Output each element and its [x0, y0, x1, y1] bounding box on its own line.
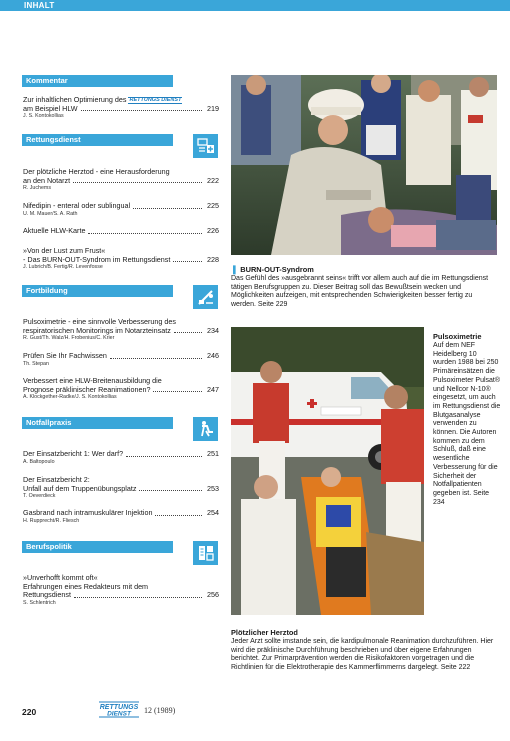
- section-header-fortbildung: Fortbildung: [22, 285, 173, 297]
- toc-entry-title: »Unverhofft kommt oft«: [23, 573, 98, 582]
- toc-authors: H. Rupprecht/R. Fliesch: [23, 517, 80, 524]
- toc-entry-title: Erfahrungen eines Redakteurs mit dem: [23, 581, 149, 591]
- toc-entry-title: Rettungsdienst: [23, 590, 71, 600]
- section-header-rettungsdienst: Rettungsdienst: [22, 134, 173, 146]
- photo-burnout: [231, 75, 497, 255]
- header-label: INHALT: [24, 1, 55, 10]
- toc-authors: S. Schlentrich: [23, 599, 56, 606]
- toc-entry-rettungsdienst-4[interactable]: [23, 247, 219, 271]
- toc-page-number: 247: [207, 384, 219, 394]
- toc-entry-title: Der Einsatzbericht 2:: [23, 475, 90, 484]
- toc-entry-berufspolitik-1[interactable]: [23, 574, 219, 607]
- dot-leader: [110, 358, 202, 359]
- dot-leader: [88, 233, 202, 234]
- toc-entry-title: Verbessert eine HLW-Breitenausbildung die: [23, 376, 162, 385]
- toc-authors: R. Gust/Th. Walz/H. Frobenius/C. Krier: [23, 335, 115, 342]
- dot-leader: [139, 490, 202, 491]
- toc-page-number: 254: [207, 508, 219, 517]
- svg-text:RETTUNGS: RETTUNGS: [99, 704, 139, 711]
- caption-text-burnout: Das Gefühl des »ausgebrannt seins« trifft vor allem auch auf die im Rettungsdienst tätigen Berufsgruppen zu. Dieser Beitrag soll das Bewußtsein wecken und Möglichkeiten aufzeigen, mit entsprechenden Schwierigkeiten besser fertig zu werden. Seite 229: [231, 275, 489, 309]
- politics-icon: [193, 541, 218, 565]
- toc-entry-title: am Beispiel HLW: [23, 103, 78, 113]
- toc-entry-rettungsdienst-2[interactable]: [23, 202, 219, 218]
- toc-authors: A. Baltopoulo: [23, 458, 55, 465]
- page-number: 220: [22, 707, 37, 717]
- toc-entry-notfallpraxis-3[interactable]: [23, 509, 219, 525]
- toc-entry-title: Der plötzliche Herztod - eine Herausforderung: [23, 167, 170, 176]
- toc-authors: Th. Stepan: [23, 360, 49, 367]
- svg-text:DIENST: DIENST: [107, 710, 131, 718]
- toc-entry-title: Aktuelle HLW-Karte: [23, 226, 86, 235]
- toc-entry-title: »Von der Lust zum Frust«: [23, 246, 106, 255]
- dot-leader: [173, 261, 202, 262]
- toc-entry-title: Prognose präklinischer Reanimationen?: [23, 384, 151, 394]
- toc-entry-title: Prüfen Sie Ihr Fachwissen: [23, 351, 107, 360]
- toc-entry-title: - Das BURN-OUT-Syndrom im Rettungsdienst: [23, 254, 171, 264]
- toc-authors: R. Juchems: [23, 185, 51, 192]
- toc-entry-title: Unfall auf dem Truppenübungsplatz: [23, 483, 137, 493]
- toc-entry-kommentar-1[interactable]: [23, 96, 219, 120]
- header-bar: [0, 0, 510, 11]
- magazine-logo-icon: RETTUNGS DIENST: [129, 96, 182, 103]
- toc-authors: A. Klockgether-Radke/J. S. Kontokollias: [23, 394, 117, 401]
- toc-authors: J. S. Kontokollias: [23, 113, 64, 120]
- toc-page-number: 253: [207, 483, 219, 493]
- toc-entry-fortbildung-2[interactable]: [23, 352, 219, 368]
- emergency-practice-icon: [193, 417, 218, 441]
- dot-leader: [126, 456, 202, 457]
- caption-text-pulsoximetrie: Auf dem NEF Heidelberg 10 wurden 1988 bei 250 Primäreinsätzen die Pulsoximeter Pulsat® und Nellcor N-10® eingesetzt, um auch im Rettungsdienst die Blutgasanalyse verwenden zu können. Die Autoren kommen zu dem Schluß, daß eine wesentliche Verbesserung für die Sicherheit der Notfallpatienten gegeben ist. Seite 234: [433, 342, 501, 506]
- caption-title-burnout: BURN-OUT-Syndrom: [240, 265, 314, 274]
- toc-page-number: 225: [207, 201, 219, 210]
- section-header-berufspolitik: Berufspolitik: [22, 541, 173, 553]
- dot-leader: [174, 332, 202, 333]
- toc-entry-fortbildung-3[interactable]: [23, 377, 219, 401]
- toc-entry-title: Nifedipin - enteral oder sublingual: [23, 201, 131, 210]
- toc-entry-title: Pulsoximetrie - eine sinnvolle Verbesserung des: [23, 317, 177, 326]
- toc-authors: J. Lubrich/B. Fertig/R. Levenfosse: [23, 264, 103, 271]
- caption-text-herztod: Jeder Arzt sollte imstande sein, die kardipulmonale Reanimation durchzuführen. Hier wird die präklinische Durchführung beschrieben und über eigene Erfahrungen berichtet. Zur Primarprävention werden die Risikofaktoren vorgetragen und die Richtlinien für die Elektrotherapie des Kammerflimmerns dargelegt. Seite 222: [231, 638, 494, 672]
- toc-authors: T. Oeverdieck: [23, 493, 56, 500]
- section-header-kommentar: Kommentar: [22, 75, 173, 87]
- toc-page-number: 246: [207, 351, 219, 360]
- dot-leader: [73, 182, 202, 183]
- photo-ambulance: [231, 327, 424, 615]
- toc-page-number: 251: [207, 449, 219, 458]
- toc-entry-title: respiratorischen Monitorings im Notarzteinsatz: [23, 325, 171, 335]
- toc-entry-notfallpraxis-1[interactable]: [23, 450, 219, 466]
- toc-entry-title: an den Notarzt: [23, 175, 71, 185]
- toc-entry-rettungsdienst-3[interactable]: [23, 227, 219, 236]
- dot-leader: [133, 208, 202, 209]
- toc-page-number: 234: [207, 325, 219, 335]
- caption-title-pulsoximetrie: Pulsoximetrie: [433, 332, 482, 341]
- toc-page-number: 256: [207, 590, 219, 600]
- toc-entry-title: Der Einsatzbericht 1: Wer darf?: [23, 449, 124, 458]
- issue-label: 12 (1989): [144, 706, 176, 715]
- toc-entry-rettungsdienst-1[interactable]: [23, 168, 219, 192]
- toc-authors: U. M. Mauer/S. A. Rath: [23, 210, 78, 217]
- toc-entry-title: Zur inhaltlichen Optimierung des: [23, 95, 127, 104]
- training-icon: [193, 285, 218, 309]
- toc-page-number: 228: [207, 254, 219, 264]
- toc-entry-title: Gasbrand nach intramuskulärer Injektion: [23, 508, 153, 517]
- dot-leader: [74, 597, 202, 598]
- caption-marker-icon: ▌: [233, 265, 241, 274]
- toc-entry-fortbildung-1[interactable]: [23, 318, 219, 342]
- first-aid-icon: [193, 134, 218, 158]
- dot-leader: [81, 110, 202, 111]
- toc-entry-notfallpraxis-2[interactable]: [23, 476, 219, 500]
- toc-page-number: 222: [207, 175, 219, 185]
- caption-burnout: [233, 265, 314, 274]
- magazine-logo-icon: [99, 701, 139, 718]
- dot-leader: [153, 391, 202, 392]
- toc-page-number: 226: [207, 226, 219, 235]
- caption-title-herztod: Plötzlicher Herztod: [231, 628, 298, 637]
- section-header-notfallpraxis: Notfallpraxis: [22, 417, 173, 429]
- dot-leader: [155, 515, 202, 516]
- toc-page-number: 219: [207, 103, 219, 113]
